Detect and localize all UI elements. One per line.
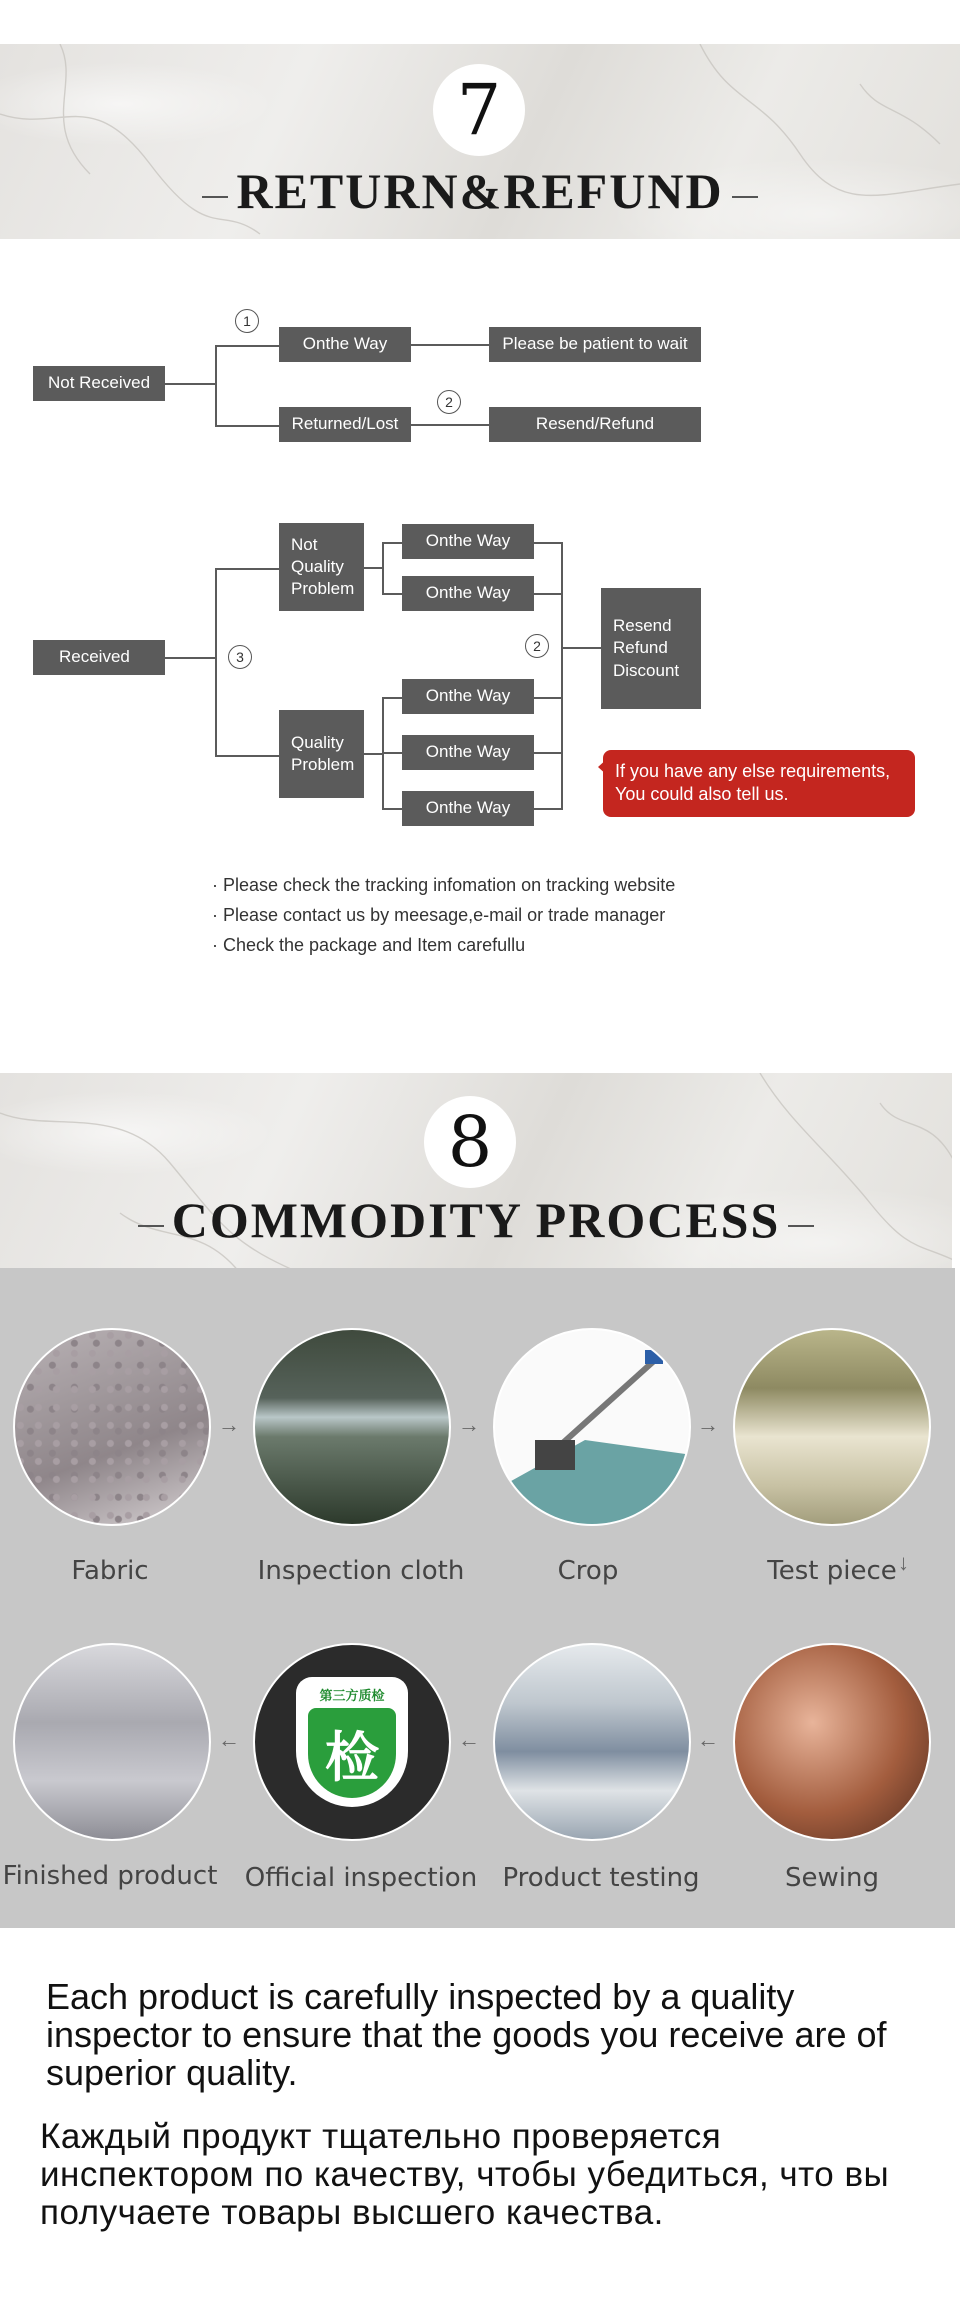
inspection-seal-caption: 第三方质检 [319,1688,385,1703]
arrow-left-icon: ← [458,1727,480,1752]
arrow-left-icon: ← [697,1727,719,1752]
step-label-finished-product: Finished product [2,1861,218,1891]
notes-list [212,870,675,960]
on-the-way-3-box: Onthe Way [402,679,534,714]
commodity-process-banner [0,1073,952,1273]
step-label-fabric: Fabric [71,1556,149,1586]
step-label-product-testing: Product testing [502,1863,700,1893]
requirements-bubble: If you have any else requirements, You could also tell us. [603,750,915,817]
on-the-way-1-box: Onthe Way [402,524,534,559]
arrow-down-icon: ↓ [898,1550,909,1575]
step-label-test-piece: Test piece [767,1556,897,1586]
russian-quality-text: Каждый продукт тщательно проверяется инспектором по качеству, чтобы убедиться, что вы получаете товары высшего качества. [40,2117,890,2232]
section-number-7: 7 [433,64,525,156]
cutting-machine-drawing [495,1330,691,1526]
resend-refund-box: Resend/Refund [489,407,701,442]
process-panel [0,1268,955,1928]
resend-refund-discount-box: Resend Refund Discount [601,588,701,709]
step-label-crop: Crop [557,1556,619,1586]
note-item: · Check the package and Item carefullu [212,930,675,960]
returned-lost-box: Returned/Lost [279,407,411,442]
section-title-return-refund [0,162,960,220]
on-the-way-4-box: Onthe Way [402,735,534,770]
arrow-right-icon: → [697,1412,719,1437]
received-box: Received [33,640,165,675]
section-title-commodity-process [0,1191,952,1249]
on-the-way-box: Onthe Way [279,327,411,362]
step-label-sewing: Sewing [785,1863,879,1893]
inspection-seal-character: 检 [325,1727,379,1788]
official-inspection-image [253,1643,451,1841]
step-2-marker: 2 [437,390,461,414]
arrow-left-icon: ← [218,1727,240,1752]
inspection-seal-icon [296,1677,408,1807]
arrow-right-icon: → [458,1412,480,1437]
inspection-cloth-image [253,1328,451,1526]
product-testing-image [493,1643,691,1841]
return-refund-banner [0,44,960,239]
on-the-way-5-box: Onthe Way [402,791,534,826]
return-refund-title-text: RETURN&REFUND [236,163,724,219]
crop-image [493,1328,691,1526]
on-the-way-2-box: Onthe Way [402,576,534,611]
step-label-official-inspection: Official inspection [244,1863,478,1893]
arrow-right-icon: → [218,1412,240,1437]
not-received-box: Not Received [33,366,165,401]
step-2b-marker: 2 [525,634,549,658]
english-quality-text: Each product is carefully inspected by a quality inspector to ensure that the goods you receive are of superior quality. [46,1976,887,2093]
step-1-marker: 1 [235,309,259,333]
note-item: · Please check the tracking infomation on tracking website [212,870,675,900]
section-number-8: 8 [424,1096,516,1188]
quality-problem-box: Quality Problem [279,710,364,798]
step-label-inspection-cloth: Inspection cloth [257,1556,465,1586]
note-item: · Please contact us by meesage,e-mail or trade manager [212,900,675,930]
step-3-marker: 3 [228,645,252,669]
test-piece-image [733,1328,931,1526]
sewing-image [733,1643,931,1841]
finished-product-image [13,1643,211,1841]
not-quality-problem-box: Not Quality Problem [279,523,364,611]
commodity-process-title-text: COMMODITY PROCESS [171,1192,781,1248]
be-patient-box: Please be patient to wait [489,327,701,362]
fabric-image [13,1328,211,1526]
